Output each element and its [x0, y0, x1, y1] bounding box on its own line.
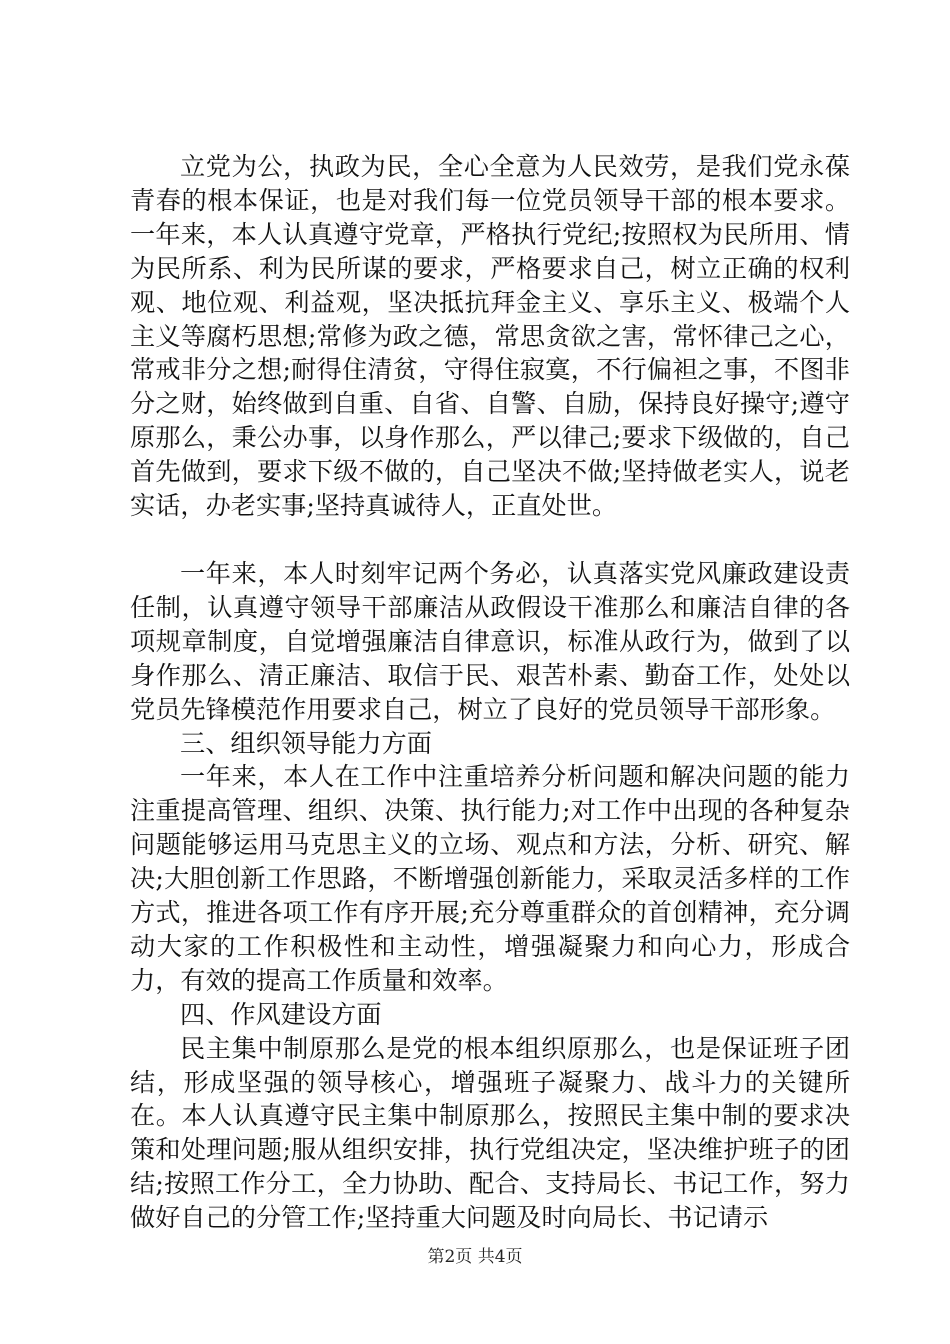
section-heading-work-style: 四、作风建设方面 — [180, 999, 382, 1029]
paragraph-democratic-centralism: 民主集中制原那么是党的根本组织原那么，也是保证班子团结，形成坚强的领导核心，增强班子凝聚力、战斗力的关键所在。本人认真遵守民主集中制原那么，按照民主集中制的要求决策和处理问题;服从组织安排，执行党组决定，坚决维护班子的团结;按照工作分工，全力协助、配合、支持局长、书记工作，努力做好自己的分管工作;坚持重大问题及时向局长、书记请示 — [130, 1033, 850, 1233]
section-heading-leadership: 三、组织领导能力方面 — [180, 728, 432, 758]
paragraph-leadership: 一年来，本人在工作中注重培养分析问题和解决问题的能力注重提高管理、组织、决策、执行能力;对工作中出现的各种复杂问题能够运用马克思主义的立场、观点和方法，分析、研究、解决;大胆创新工作思路，不断增强创新能力，采取灵活多样的工作方式，推进各项工作有序开展;充分尊重群众的首创精神，充分调动大家的工作积极性和主动性，增强凝聚力和向心力，形成合力，有效的提高工作质量和效率。 — [130, 762, 850, 995]
paragraph-integrity: 立党为公，执政为民，全心全意为人民效劳，是我们党永葆青春的根本保证，也是对我们每一位党员领导干部的根本要求。一年来，本人认真遵守党章，严格执行党纪;按照权为民所用、情为民所系、利为民所谋的要求，严格要求自己，树立正确的权利观、地位观、利益观，坚决抵抗拜金主义、享乐主义、极端个人主义等腐朽思想;常修为政之德，常思贪欲之害，常怀律己之心，常戒非分之想;耐得住清贫，守得住寂寞，不行偏袒之事，不图非分之财，始终做到自重、自省、自警、自励，保持良好操守;遵守原那么，秉公办事，以身作那么，严以律己;要求下级做的，自己首先做到，要求下级不做的，自己坚决不做;坚持做老实人，说老实话，办老实事;坚持真诚待人，正直处世。 — [130, 152, 850, 521]
page-footer: 第2页 共4页 — [427, 1247, 523, 1267]
document-body — [130, 150, 850, 1235]
paragraph-clean-governance: 一年来，本人时刻牢记两个务必，认真落实党风廉政建设责任制，认真遵守领导干部廉洁从政假设干准那么和廉洁自律的各项规章制度，自觉增强廉洁自律意识，标准从政行为，做到了以身作那么、清正廉洁、取信于民、艰苦朴素、勤奋工作，处处以党员先锋模范作用要求自己，树立了良好的党员领导干部形象。 — [130, 558, 850, 724]
